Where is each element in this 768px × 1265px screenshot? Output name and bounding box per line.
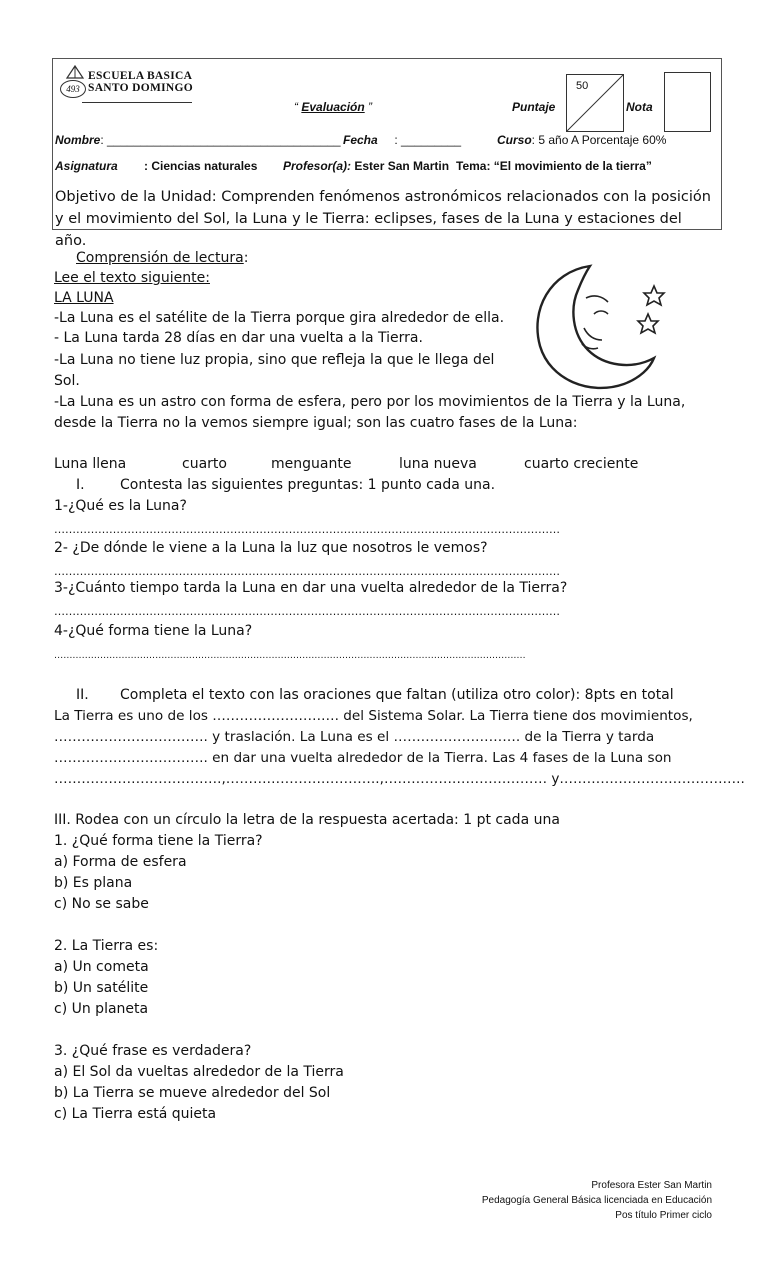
curso-row — [497, 133, 666, 147]
footer-line: Profesora Ester San Martin — [591, 1180, 712, 1191]
question: 1. ¿Qué forma tiene la Tierra? — [54, 833, 263, 849]
fill-blank-line[interactable]: ……………………………….,…………………………….,……………………………… y………………………………….. — [54, 771, 745, 787]
fecha-field[interactable]: : _________ — [394, 133, 462, 147]
quote-close: ” — [368, 100, 373, 114]
fill-blank-line[interactable]: La Tierra es uno de los ………………………. del Sistema Solar. La Tierra tiene dos movimientos, — [54, 708, 693, 724]
footer-line: Pos título Primer ciclo — [615, 1210, 712, 1221]
answer-option[interactable]: c) No se sabe — [54, 896, 149, 912]
nota-label: Nota — [626, 100, 653, 114]
question: 1-¿Qué es la Luna? — [54, 498, 187, 514]
answer-line[interactable]: ………………………………………………………………………………………………………………………………………. — [54, 650, 526, 661]
asignatura-value: : Ciencias naturales — [144, 159, 258, 173]
score-box[interactable] — [566, 74, 624, 132]
reading-heading-colon: : — [243, 250, 249, 266]
phase-item: menguante — [271, 456, 352, 472]
moon-illustration — [528, 258, 678, 398]
section3-title: III. Rodea con un círculo la letra de la respuesta acertada: 1 pt cada una — [54, 812, 560, 828]
question: 2. La Tierra es: — [54, 938, 159, 954]
quote-open: “ — [294, 100, 298, 114]
reading-title: LA LUNA — [54, 290, 114, 306]
answer-option[interactable]: c) Un planeta — [54, 1001, 149, 1017]
answer-option[interactable]: b) La Tierra se mueve alrededor del Sol — [54, 1085, 331, 1101]
fill-blank-line[interactable]: ……………………………. en dar una vuelta alrededor de la Tierra. Las 4 fases de la Luna son — [54, 750, 672, 766]
fecha-label: Fecha — [343, 133, 378, 147]
answer-option[interactable]: a) Un cometa — [54, 959, 149, 975]
puntaje-label: Puntaje — [512, 100, 556, 114]
school-name — [88, 70, 193, 94]
reading-heading-text: Comprensión de lectura — [76, 250, 244, 266]
profesor-row — [283, 159, 449, 173]
school-name-line2: SANTO DOMINGO — [88, 82, 193, 94]
evaluation-title-text: Evaluación — [301, 100, 365, 114]
reading-line: -La Luna es un astro con forma de esfera, pero por los movimientos de la Tierra y la Luna, — [54, 394, 686, 410]
school-name-line1: ESCUELA BASICA — [88, 70, 193, 82]
evaluation-title — [294, 100, 372, 114]
answer-option[interactable]: a) Forma de esfera — [54, 854, 187, 870]
question: 3-¿Cuánto tiempo tarda la Luna en dar una vuelta alrededor de la Tierra? — [54, 580, 568, 596]
nota-box[interactable] — [664, 72, 711, 132]
reading-line: - La Luna tarda 28 días en dar una vuelta a la Tierra. — [54, 330, 423, 346]
question: 2- ¿De dónde le viene a la Luna la luz que nosotros le vemos? — [54, 540, 488, 556]
profesor-value: Ester San Martin — [354, 159, 450, 173]
fecha-row — [343, 133, 461, 147]
nombre-field[interactable]: : ___________________________________ — [100, 133, 341, 147]
phase-item: Luna llena — [54, 456, 127, 472]
section2-title: Completa el texto con las oraciones que faltan (utiliza otro color): 8pts en total — [120, 687, 674, 703]
asignatura-label: Asignatura — [55, 159, 118, 173]
answer-option[interactable]: a) El Sol da vueltas alrededor de la Tierra — [54, 1064, 344, 1080]
phase-item: cuarto — [182, 456, 227, 472]
answer-option[interactable]: c) La Tierra está quieta — [54, 1106, 217, 1122]
reading-line: -La Luna es el satélite de la Tierra porque gira alrededor de ella. — [54, 310, 505, 326]
profesor-label: Profesor(a): — [283, 159, 352, 173]
question: 3. ¿Qué frase es verdadera? — [54, 1043, 252, 1059]
reading-line: desde la Tierra no la vemos siempre igual; son las cuatro fases de la Luna: — [54, 415, 578, 431]
school-number: 493 — [60, 80, 86, 98]
answer-line[interactable]: ………………………………………………………………………………………………………………………… — [54, 565, 560, 578]
tema-row — [456, 159, 652, 173]
nombre-row — [55, 133, 341, 147]
answer-option[interactable]: b) Un satélite — [54, 980, 149, 996]
curso-value: : 5 año A Porcentaje 60% — [531, 133, 667, 147]
phase-item: cuarto creciente — [524, 456, 639, 472]
footer-line: Pedagogía General Básica licenciada en Educación — [481, 1195, 712, 1206]
reading-line: Sol. — [54, 373, 80, 389]
reading-heading — [76, 248, 248, 269]
reading-instruction: Lee el texto siguiente: — [54, 270, 210, 286]
asignatura-row — [55, 159, 118, 173]
section2-numeral: II. — [76, 687, 89, 703]
objetivo-text: Objetivo de la Unidad: Comprenden fenómenos astronómicos relacionados con la posición y el movimiento del Sol, la Luna y le Tierra: eclipses, fases de la Luna y estaciones del año. — [55, 189, 711, 249]
section1-numeral: I. — [76, 477, 85, 493]
answer-line[interactable]: ………………………………………………………………………………………………………………………… — [54, 605, 560, 618]
reading-line: -La Luna no tiene luz propia, sino que refleja la que le llega del — [54, 352, 495, 368]
school-logo — [58, 64, 193, 108]
phase-item: luna nueva — [399, 456, 477, 472]
logo-underline — [82, 102, 192, 103]
question: 4-¿Qué forma tiene la Luna? — [54, 623, 253, 639]
fill-blank-line[interactable]: ……………………………. y traslación. La Luna es el ………………………. de la Tierra y tarda — [54, 729, 655, 745]
footer-signature — [482, 1178, 712, 1223]
answer-line[interactable]: ………………………………………………………………………………………………………………………… — [54, 523, 560, 536]
tema-label: Tema: — [456, 159, 491, 173]
nombre-label: Nombre — [55, 133, 101, 147]
section1-title: Contesta las siguientes preguntas: 1 punto cada una. — [120, 477, 496, 493]
tema-value: “El movimiento de la tierra” — [493, 159, 652, 173]
curso-label: Curso — [497, 133, 532, 147]
crescent-moon-icon — [528, 258, 678, 398]
answer-option[interactable]: b) Es plana — [54, 875, 133, 891]
puntaje-total: 50 — [576, 80, 589, 92]
